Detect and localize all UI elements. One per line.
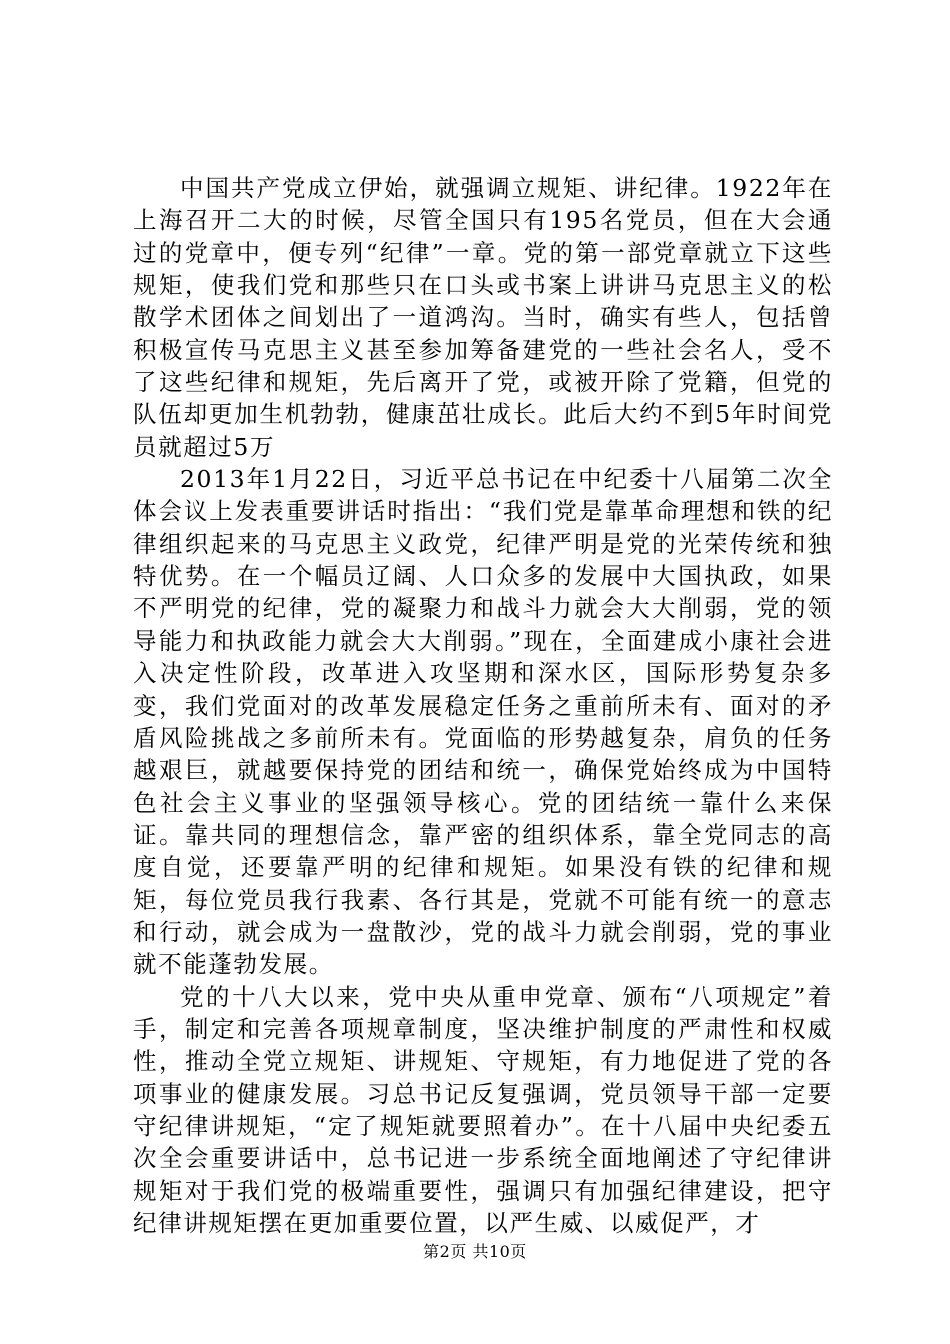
document-body <box>133 172 833 1239</box>
paragraph: 中国共产党成立伊始，就强调立规矩、讲纪律。1922年在上海召开二大的时候，尽管全国只有195名党员，但在大会通过的党章中，便专列“纪律”一章。党的第一部党章就立下这些规矩，使我们党和那些只在口头或书案上讲讲马克思主义的松散学术团体之间划出了一道鸿沟。当时，确实有些人，包括曾积极宣传马克思主义甚至参加筹备建党的一些社会名人，受不了这些纪律和规矩，先后离开了党，或被开除了党籍，但党的队伍却更加生机勃勃，健康茁壮成长。此后大约不到5年时间党员就超过5万 <box>133 174 833 461</box>
paragraph: 2013年1月22日，习近平总书记在中纪委十八届第二次全体会议上发表重要讲话时指出：“我们党是靠革命理想和铁的纪律组织起来的马克思主义政党，纪律严明是党的光荣传统和独特优势。在一个幅员辽阔、人口众多的发展中大国执政，如果不严明党的纪律，党的凝聚力和战斗力就会大大削弱，党的领导能力和执政能力就会大大削弱。”现在，全面建成小康社会进入决定性阶段，改革进入攻坚期和深水区，国际形势复杂多变，我们党面对的改革发展稳定任务之重前所未有、面对的矛盾风险挑战之多前所未有。党面临的形势越复杂，肩负的任务越艰巨，就越要保持党的团结和统一，确保党始终成为中国特色社会主义事业的坚强领导核心。党的团结统一靠什么来保证。靠共同的理想信念，靠严密的组织体系，靠全党同志的高度自觉，还要靠严明的纪律和规矩。如果没有铁的纪律和规矩，每位党员我行我素、各行其是，党就不可能有统一的意志和行动，就会成为一盘散沙，党的战斗力就会削弱，党的事业就不能蓬勃发展。 <box>133 465 833 979</box>
paragraph: 党的十八大以来，党中央从重申党章、颁布“八项规定”着手，制定和完善各项规章制度，坚决维护制度的严肃性和权威性，推动全党立规矩、讲规矩、守规矩，有力地促进了党的各项事业的健康发展。习总书记反复强调，党员领导干部一定要守纪律讲规矩，“定了规矩就要照着办”。在十八届中央纪委五次全会重要讲话中，总书记进一步系统全面地阐述了守纪律讲规矩对于我们党的极端重要性，强调只有加强纪律建设，把守纪律讲规矩摆在更加重要位置，以严生威、以威促严，才 <box>133 982 833 1237</box>
page-number-footer: 第2页 共10页 <box>423 1242 527 1261</box>
